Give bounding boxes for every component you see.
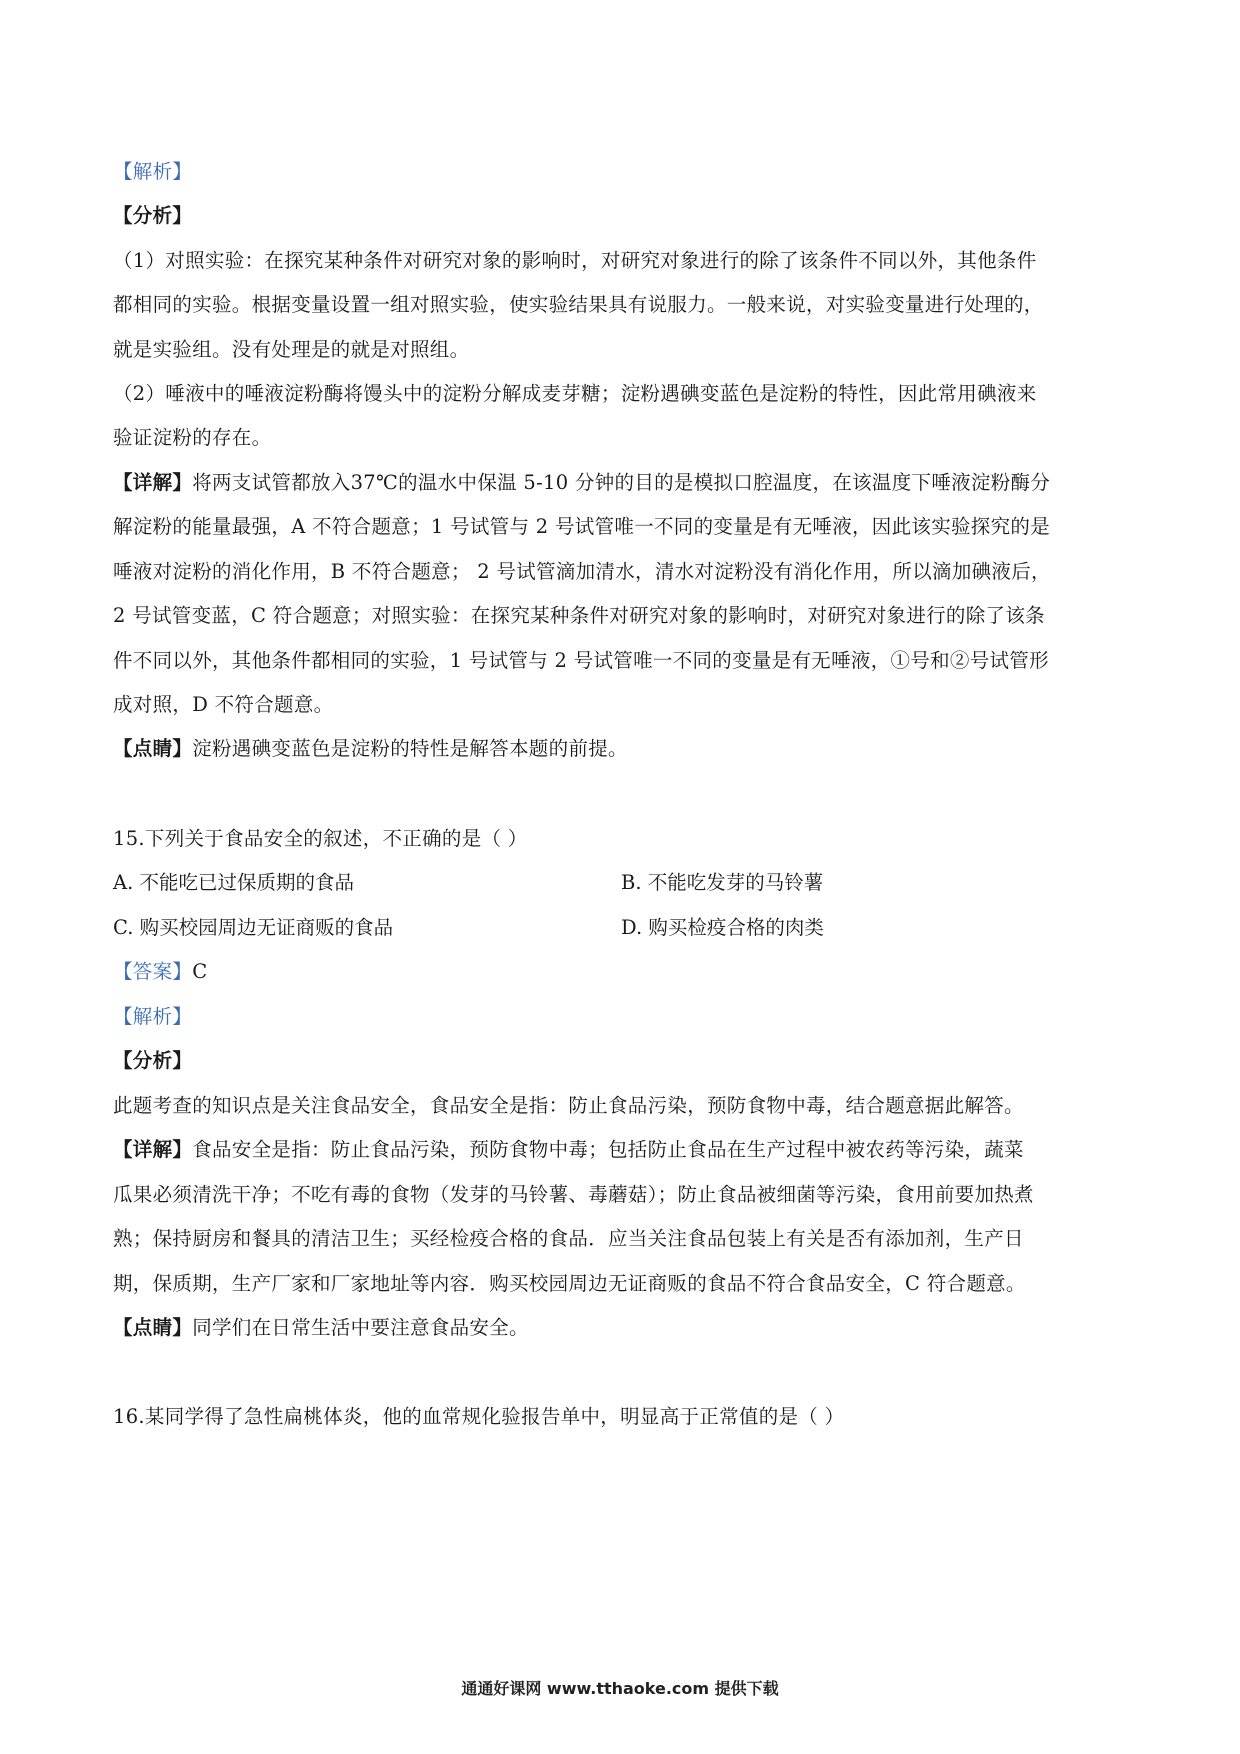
- dianjing-line: [113, 735, 1133, 763]
- dianjing-text: 同学们在日常生活中要注意食品安全。: [192, 1316, 529, 1339]
- detail-line: 解淀粉的能量最强，A 不符合题意；1 号试管与 2 号试管唯一不同的变量是有无唾液，因此该实验探究的是: [113, 515, 1050, 538]
- detail-line: 熟；保持厨房和餐具的清洁卫生；买经检疫合格的食品．应当关注食品包装上有关是否有添加剂，生产日: [113, 1227, 1024, 1250]
- analysis-line: 验证淀粉的存在。: [113, 426, 272, 449]
- detail-line: [113, 1136, 1133, 1164]
- analysis-line: 就是实验组。没有处理是的就是对照组。: [113, 338, 470, 361]
- dianjing-label: 【点睛】: [113, 737, 193, 760]
- dianjing-label: 【点睛】: [113, 1316, 193, 1339]
- answer-value: C: [192, 960, 208, 983]
- option-c: C. 购买校园周边无证商贩的食品: [113, 916, 394, 939]
- question-15: 15.下列关于食品安全的叙述，不正确的是（ ）: [113, 827, 528, 850]
- detail-line: 唾液对淀粉的消化作用，B 不符合题意； 2 号试管滴加清水，清水对淀粉没有消化作用，所以滴加碘液后，: [113, 560, 1051, 583]
- option-d: D. 购买检疫合格的肉类: [621, 916, 824, 939]
- analysis-line: （2）唾液中的唾液淀粉酶将馒头中的淀粉分解成麦芽糖；淀粉遇碘变蓝色是淀粉的特性，因此常用碘液来: [113, 382, 1037, 405]
- analysis-line: （1）对照实验：在探究某种条件对研究对象的影响时，对研究对象进行的除了该条件不同以外，其他条件: [113, 249, 1037, 272]
- detail-text: 食品安全是指：防止食品污染，预防食物中毒；包括防止食品在生产过程中被农药等污染，蔬菜: [192, 1138, 1024, 1161]
- detail-line: 件不同以外，其他条件都相同的实验，1 号试管与 2 号试管唯一不同的变量是有无唾液，①号和②号试管形: [113, 649, 1049, 672]
- question-16: 16.某同学得了急性扁桃体炎，他的血常规化验报告单中，明显高于正常值的是（ ）: [113, 1405, 845, 1428]
- option-b: B. 不能吃发芽的马铃薯: [621, 871, 824, 894]
- fenxi-label: 【分析】: [113, 1049, 193, 1072]
- detail-label: 【详解】: [113, 471, 193, 494]
- detail-line: 成对照，D 不符合题意。: [113, 693, 334, 716]
- detail-line: 期，保质期，生产厂家和厂家地址等内容．购买校园周边无证商贩的食品不符合食品安全，C 符合题意。: [113, 1272, 1026, 1295]
- detail-line: [113, 469, 1133, 497]
- answer-label: 【答案】: [113, 960, 193, 983]
- option-a: A. 不能吃已过保质期的食品: [113, 871, 354, 894]
- dianjing-text: 淀粉遇碘变蓝色是淀粉的特性是解答本题的前提。: [192, 737, 628, 760]
- answer-line: [113, 958, 1133, 986]
- dianjing-line: [113, 1314, 1133, 1342]
- detail-label: 【详解】: [113, 1138, 193, 1161]
- detail-text: 将两支试管都放入37℃的温水中保温 5-10 分钟的目的是模拟口腔温度，在该温度下唾液淀粉酶分: [192, 471, 1051, 494]
- jiexi-label: 【解析】: [113, 160, 193, 183]
- analysis-line: 此题考查的知识点是关注食品安全，食品安全是指：防止食品污染，预防食物中毒，结合题意据此解答。: [113, 1094, 1024, 1117]
- analysis-line: 都相同的实验。根据变量设置一组对照实验，使实验结果具有说服力。一般来说，对实验变量进行处理的，: [113, 293, 1044, 316]
- detail-line: 2 号试管变蓝，C 符合题意；对照实验：在探究某种条件对研究对象的影响时，对研究对象进行的除了该条: [113, 604, 1045, 627]
- detail-line: 瓜果必须清洗干净；不吃有毒的食物（发芽的马铃薯、毒蘑菇）；防止食品被细菌等污染，食用前要加热煮: [113, 1183, 1034, 1206]
- fenxi-label: 【分析】: [113, 204, 193, 227]
- jiexi-label: 【解析】: [113, 1005, 193, 1028]
- page-footer: 通通好课网 www.tthaoke.com 提供下载: [461, 1679, 779, 1698]
